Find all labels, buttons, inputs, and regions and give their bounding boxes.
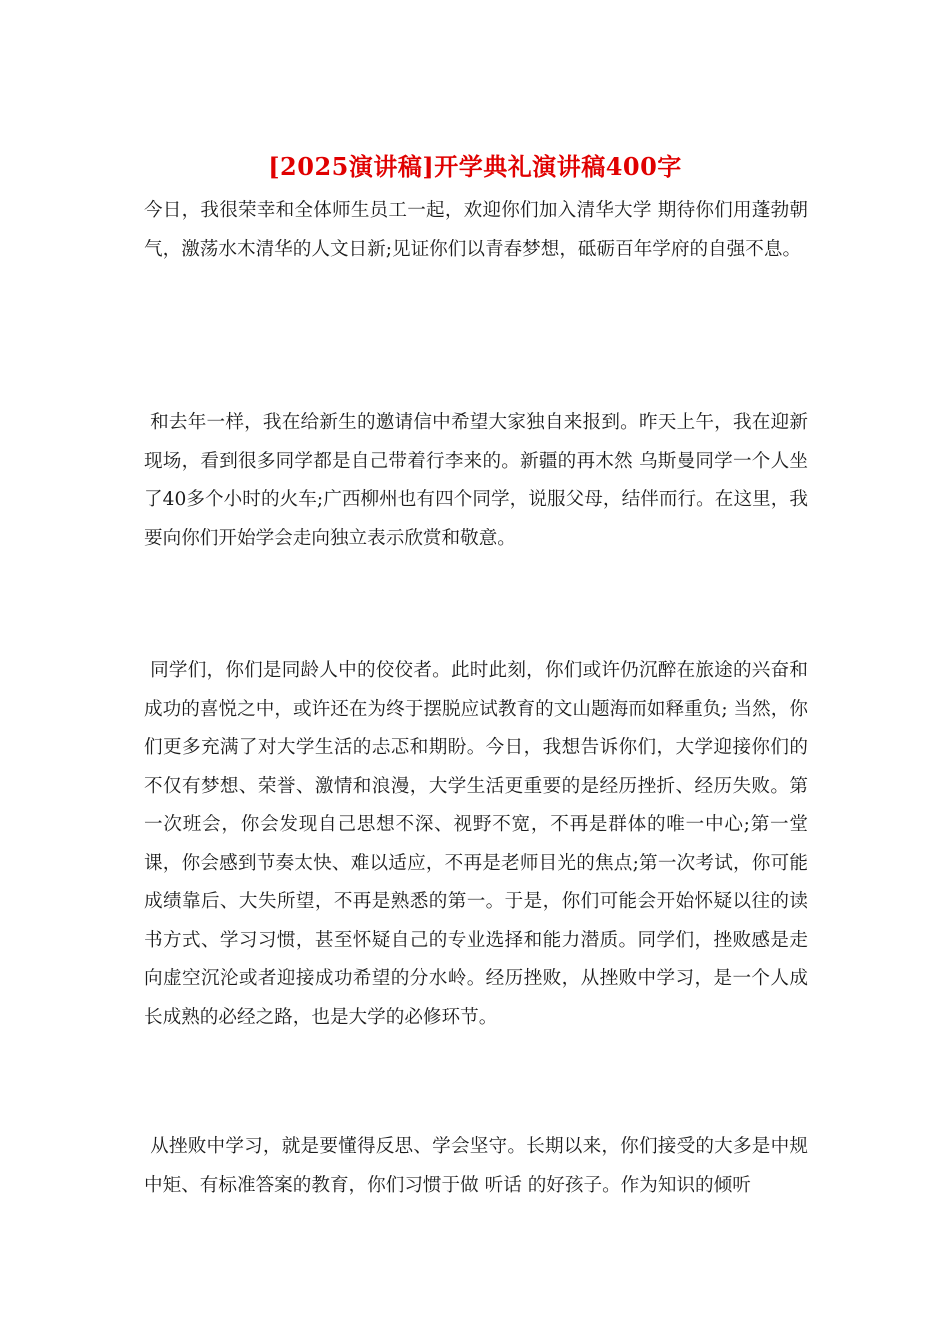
paragraph-reflection: 从挫败中学习，就是要懂得反思、学会坚守。长期以来，你们接受的大多是中规中矩、有标准答案的教育，你们习惯于做 听话 的好孩子。作为知识的倾听 <box>144 1136 808 1196</box>
paragraph-independence: 和去年一样，我在给新生的邀请信中希望大家独自来报到。昨天上午，我在迎新现场，看到很多同学都是自己带着行李来的。新疆的再木然 乌斯曼同学一个人坐了40多个小时的火车;广西柳州也有四个同学，说服父母，结伴而行。在这里，我要向你们开始学会走向独立表示欣赏和敬意。 <box>144 412 808 549</box>
paragraph-welcome: 今日，我很荣幸和全体师生员工一起，欢迎你们加入清华大学 期待你们用蓬勃朝气，激荡水木清华的人文日新;见证你们以青春梦想，砥砺百年学府的自强不息。 <box>144 200 808 260</box>
document-title: [2025演讲稿]开学典礼演讲稿400字 <box>268 152 682 181</box>
paragraph-setbacks: 同学们，你们是同龄人中的佼佼者。此时此刻，你们或许仍沉醉在旅途的兴奋和成功的喜悦之中，或许还在为终于摆脱应试教育的文山题海而如释重负; 当然，你们更多充满了对大学生活的忐忑和期盼。今日，我想告诉你们，大学迎接你们的不仅有梦想、荣誉、激情和浪漫，大学生活更重要的是经历挫折、经历失败。第一次班会，你会发现自己思想不深、视野不宽，不再是群体的唯一中心;第一堂课，你会感到节奏太快、难以适应，不再是老师目光的焦点;第一次考试，你可能成绩靠后、大失所望，不再是熟悉的第一。于是，你们可能会开始怀疑以往的读书方式、学习习惯，甚至怀疑自己的专业选择和能力潜质。同学们，挫败感是走向虚空沉沦或者迎接成功希望的分水岭。经历挫败，从挫败中学习，是一个人成长成熟的必经之路，也是大学的必修环节。 <box>144 660 808 1028</box>
